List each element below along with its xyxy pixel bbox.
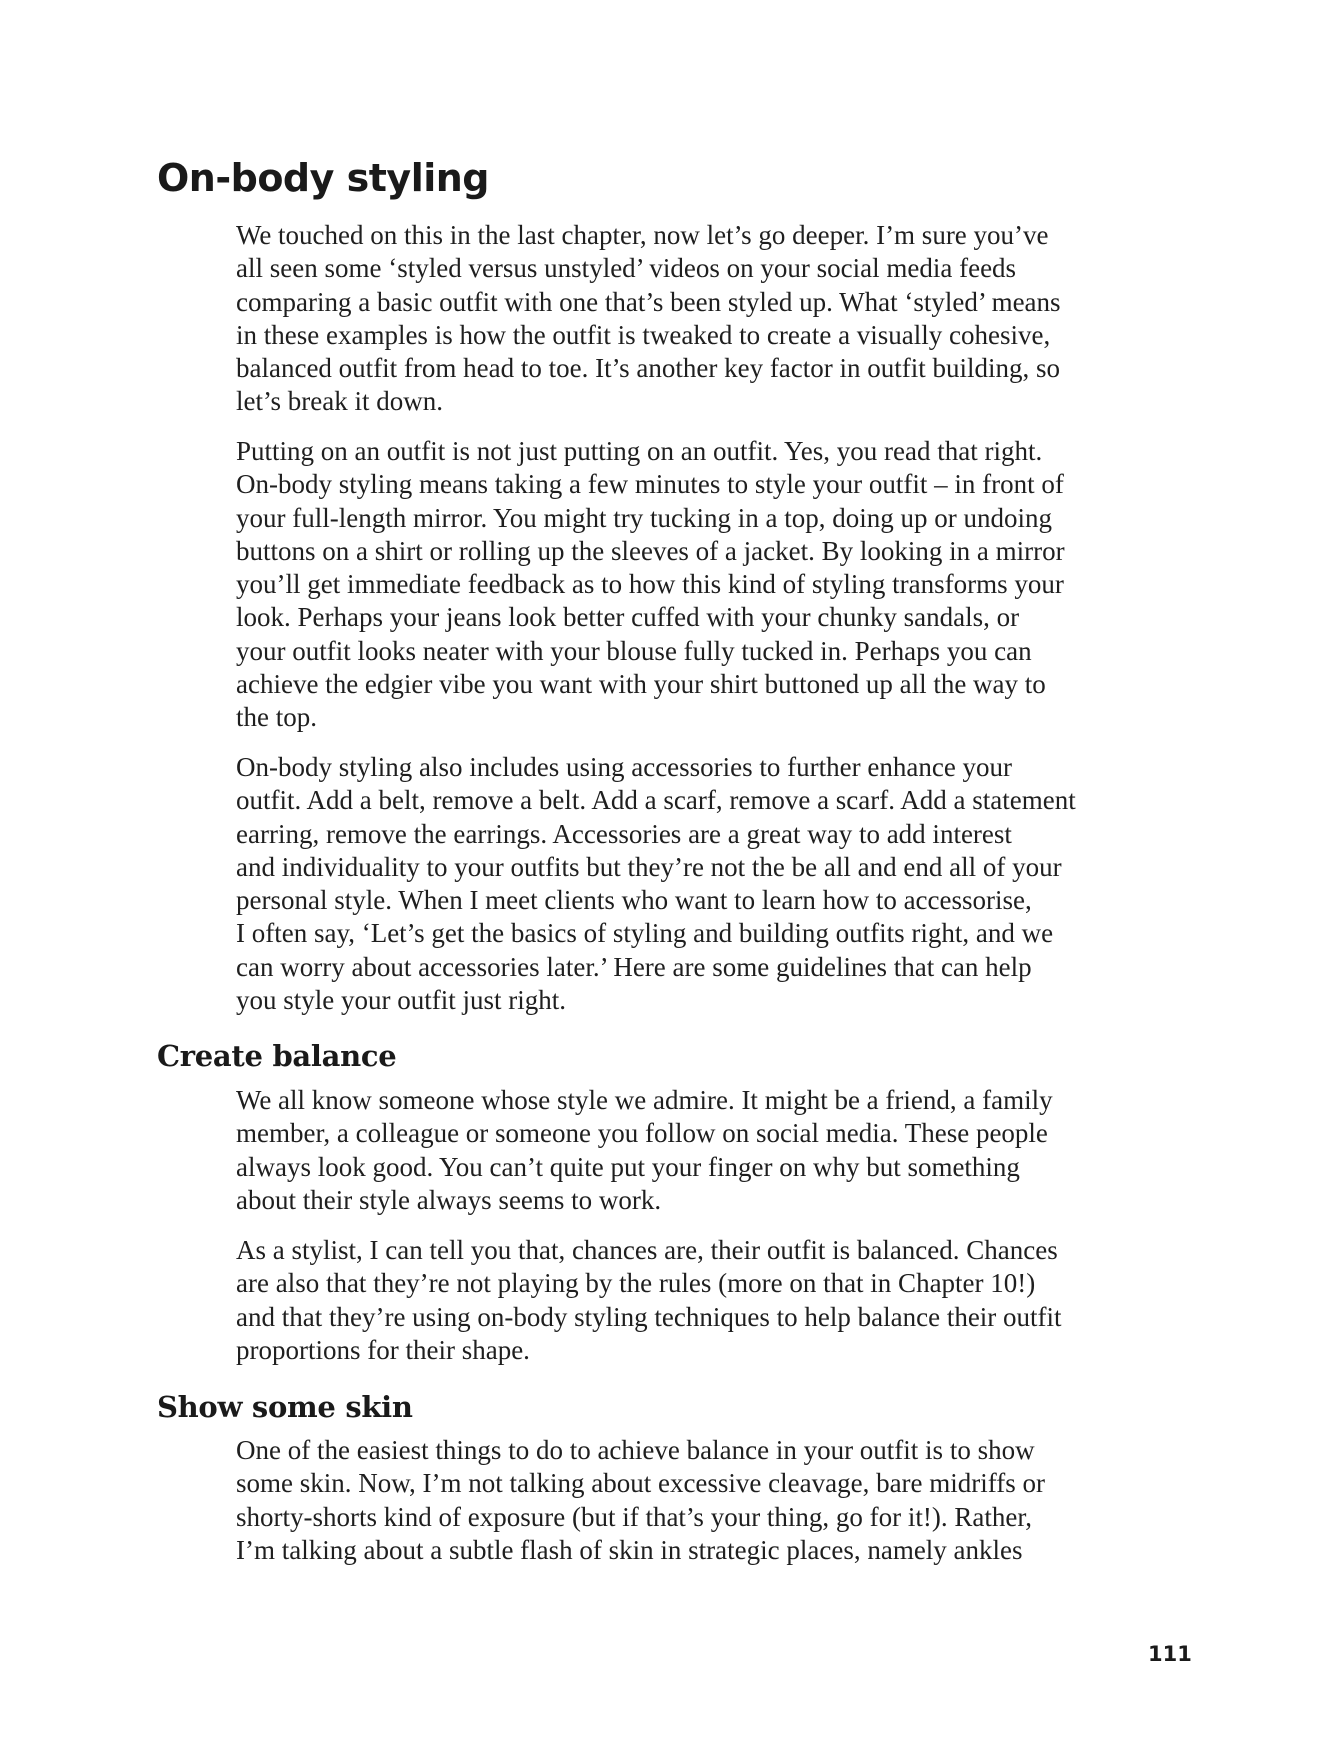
text-line: On-body styling also includes using accessories to further enhance your (236, 752, 1013, 782)
text-line: are also that they’re not playing by the rules (more on that in Chapter 10!) (236, 1268, 1036, 1299)
text-line: you’ll get immediate feedback as to how this kind of styling transforms your (236, 569, 1064, 600)
paragraph-stylist-balance (236, 1234, 1196, 1367)
text-line: and that they’re using on-body styling techniques to help balance their outfit (236, 1301, 1062, 1332)
text-line: proportions for their shape. (236, 1334, 530, 1365)
text-line: some skin. Now, I’m not talking about excessive cleavage, bare midriffs or (236, 1468, 1046, 1499)
paragraph-show-skin (236, 1434, 1196, 1567)
text-line: I’m talking about a subtle flash of skin in strategic places, namely ankles (236, 1534, 1023, 1565)
text-line: buttons on a shirt or rolling up the sleeves of a jacket. By looking in a mirror (236, 535, 1065, 566)
paragraph-accessories (236, 751, 1196, 1017)
text-line: I often say, ‘Let’s get the basics of styling and building outfits right, and we (236, 918, 1054, 949)
text-line: the top. (236, 702, 317, 733)
text-line: always look good. You can’t quite put your finger on why but something (236, 1151, 1020, 1182)
text-line: and individuality to your outfits but they’re not the be all and end all of your (236, 851, 1062, 882)
text-line: shorty-shorts kind of exposure (but if that’s your thing, go for it!). Rather, (236, 1501, 1033, 1532)
text-line: in these examples is how the outfit is tweaked to create a visually cohesive, (236, 319, 1051, 350)
text-line: We touched on this in the last chapter, now let’s go deeper. I’m sure you’ve (236, 220, 1049, 250)
text-line: member, a colleague or someone you follow on social media. These people (236, 1118, 1048, 1149)
paragraph-putting-on-outfit (236, 435, 1196, 735)
text-line: balanced outfit from head to toe. It’s another key factor in outfit building, so (236, 353, 1061, 384)
text-line: can worry about accessories later.’ Here are some guidelines that can help (236, 951, 1032, 982)
text-line: your outfit looks neater with your blouse fully tucked in. Perhaps you can (236, 635, 1032, 666)
text-line: Putting on an outfit is not just putting on an outfit. Yes, you read that right. (236, 436, 1043, 466)
text-line: One of the easiest things to do to achieve balance in your outfit is to show (236, 1435, 1035, 1465)
text-line: comparing a basic outfit with one that’s been styled up. What ‘styled’ means (236, 286, 1061, 317)
text-line: you style your outfit just right. (236, 985, 566, 1016)
text-line: earring, remove the earrings. Accessories are a great way to add interest (236, 818, 1012, 849)
subheading-create-balance: Create balance (157, 1039, 397, 1073)
text-line: personal style. When I meet clients who want to learn how to accessorise, (236, 885, 1032, 916)
text-line: As a stylist, I can tell you that, chances are, their outfit is balanced. Chances (236, 1235, 1058, 1265)
text-line: about their style always seems to work. (236, 1184, 662, 1215)
text-line: outfit. Add a belt, remove a belt. Add a scarf, remove a scarf. Add a statement (236, 785, 1076, 816)
text-line: We all know someone whose style we admire. It might be a friend, a family (236, 1085, 1053, 1115)
subheading-show-some-skin: Show some skin (157, 1390, 413, 1424)
page-number: 111 (1148, 1642, 1192, 1666)
text-line: let’s break it down. (236, 386, 443, 417)
chapter-section-heading: On-body styling (157, 156, 489, 200)
paragraph-style-admire (236, 1084, 1196, 1217)
text-line: all seen some ‘styled versus unstyled’ videos on your social media feeds (236, 253, 1017, 284)
paragraph-intro (236, 219, 1196, 419)
text-line: achieve the edgier vibe you want with your shirt buttoned up all the way to (236, 669, 1046, 700)
text-line: your full-length mirror. You might try tucking in a top, doing up or undoing (236, 502, 1052, 533)
text-line: look. Perhaps your jeans look better cuffed with your chunky sandals, or (236, 602, 1020, 633)
text-line: On-body styling means taking a few minutes to style your outfit – in front of (236, 469, 1064, 500)
